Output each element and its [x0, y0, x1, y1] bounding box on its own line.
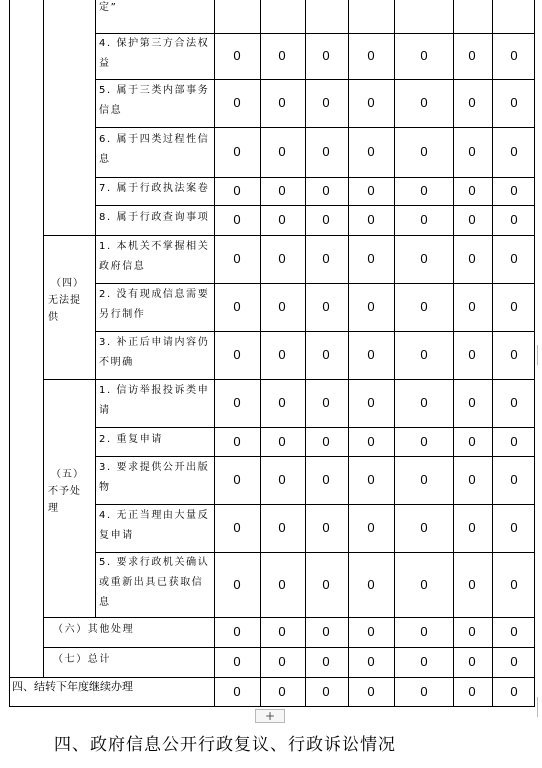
table-cell-value: 0 [468, 299, 476, 314]
row-label: 5. 要求行政机关确认 [99, 556, 210, 568]
table-cell-value: 0 [420, 472, 428, 487]
table-cell-value: 0 [420, 212, 428, 227]
table-cell-value: 0 [322, 95, 330, 110]
row-border [95, 331, 535, 332]
table-cell-value: 0 [420, 624, 428, 639]
table-border-left [9, 0, 10, 707]
table-cell-value: 0 [510, 683, 518, 699]
table-cell-value: 0 [367, 395, 375, 410]
table-cell-value: 0 [278, 395, 286, 410]
table-cell-value: 0 [468, 95, 476, 110]
row-border [9, 706, 535, 707]
table-cell-value: 0 [420, 299, 428, 314]
table-cell-value: 0 [367, 576, 375, 592]
table-cell-value: 0 [322, 520, 330, 535]
row-label: 另行制作 [99, 309, 146, 320]
table-cell-value: 0 [420, 576, 428, 592]
table-cell-value: 0 [468, 433, 476, 449]
table-cell-value: 0 [278, 654, 286, 669]
table-cell-value: 0 [322, 654, 330, 669]
table-cell-value: 0 [420, 683, 428, 699]
row-border [43, 235, 535, 236]
table-cell-value: 0 [367, 48, 375, 63]
row-label: （七）总计 [53, 654, 111, 665]
table-cell-value: 0 [322, 299, 330, 314]
table-cell-value: 0 [233, 654, 241, 669]
table-cell-value: 0 [510, 576, 518, 592]
table-cell-value: 0 [420, 48, 428, 63]
row-label: 定” [99, 2, 118, 13]
table-cell-value: 0 [468, 683, 476, 699]
column-border [348, 0, 349, 707]
table-cell-value: 0 [367, 683, 375, 699]
table-cell-value: 0 [510, 433, 518, 449]
table-cell-value: 0 [233, 251, 241, 266]
table-cell-value: 0 [510, 347, 518, 362]
row-border [43, 379, 535, 380]
table-cell-value: 0 [420, 95, 428, 110]
row-label: 息 [99, 154, 111, 165]
table-cell-value: 0 [510, 183, 518, 198]
table-cell-value: 0 [322, 433, 330, 449]
row-label: 8. 属于行政查询事项 [99, 212, 210, 223]
table-cell-value: 0 [420, 654, 428, 669]
table-cell-value: 0 [322, 395, 330, 410]
table-cell-value: 0 [233, 683, 241, 699]
table-cell-value: 0 [278, 212, 286, 227]
table-cell-value: 0 [278, 144, 286, 159]
row-label: 3. 要求提供公开出版 [99, 462, 210, 473]
table-cell-value: 0 [468, 144, 476, 159]
category-label: （五） [51, 469, 84, 480]
table-cell-value: 0 [322, 183, 330, 198]
table-cell-value: 0 [510, 520, 518, 535]
table-cell-value: 0 [322, 212, 330, 227]
table-cell-value: 0 [468, 654, 476, 669]
table-cell-value: 0 [367, 624, 375, 639]
category-label: 不予处 [48, 486, 81, 497]
table-cell-value: 0 [278, 576, 286, 592]
column-border [492, 0, 493, 707]
table-cell-value: 0 [510, 95, 518, 110]
table-cell-value: 0 [367, 433, 375, 449]
table-cell-value: 0 [510, 395, 518, 410]
table-cell-value: 0 [278, 48, 286, 63]
table-cell-value: 0 [468, 395, 476, 410]
row-label: 4. 保护第三方合法权 [99, 38, 210, 49]
table-cell-value: 0 [233, 472, 241, 487]
row-label: （六）其他处理 [53, 624, 135, 635]
table-cell-value: 0 [510, 212, 518, 227]
row-label: 6. 属于四类过程性信 [99, 134, 210, 145]
row-label: 不明确 [99, 357, 134, 368]
column-border [214, 0, 215, 707]
row-label: 益 [99, 58, 111, 69]
table-cell-value: 0 [233, 347, 241, 362]
table-cell-value: 0 [367, 347, 375, 362]
row-border [95, 552, 535, 553]
category-column-border [95, 0, 96, 617]
table-cell-value: 0 [233, 624, 241, 639]
row-label: 7. 属于行政执法案卷 [99, 183, 210, 194]
table-cell-value: 0 [233, 433, 241, 449]
table-cell-value: 0 [278, 251, 286, 266]
table-cell-value: 0 [233, 48, 241, 63]
table-cell-value: 0 [233, 183, 241, 198]
row-label: 复申请 [99, 530, 134, 541]
table-cell-value: 0 [322, 624, 330, 639]
table-cell-value: 0 [468, 48, 476, 63]
row-border [95, 79, 535, 80]
table-cell-value: 0 [322, 144, 330, 159]
table-cell-value: 0 [468, 520, 476, 535]
row-border [43, 617, 535, 618]
section-heading: 四、政府信息公开行政复议、行政诉讼情况 [54, 735, 396, 755]
table-cell-value: 0 [322, 251, 330, 266]
table-cell-value: 0 [510, 251, 518, 266]
table-cell-value: 0 [367, 95, 375, 110]
table-cell-value: 0 [322, 347, 330, 362]
table-cell-value: 0 [278, 520, 286, 535]
table-cell-value: 0 [278, 683, 286, 699]
table-cell-value: 0 [468, 251, 476, 266]
table-cell-value: 0 [367, 251, 375, 266]
table-cell-value: 0 [468, 212, 476, 227]
table-cell-value: 0 [233, 144, 241, 159]
table-cell-value: 0 [233, 95, 241, 110]
column-border [260, 0, 261, 707]
table-cell-value: 0 [367, 212, 375, 227]
row-label: 物 [99, 482, 111, 493]
add-row-button[interactable]: + [255, 709, 285, 723]
table-cell-value: 0 [233, 212, 241, 227]
table-cell-value: 0 [278, 472, 286, 487]
table-cell-value: 0 [278, 183, 286, 198]
table-cell-value: 0 [468, 472, 476, 487]
column-border [394, 0, 395, 707]
table-cell-value: 0 [278, 95, 286, 110]
row-border [95, 205, 535, 206]
row-border [95, 177, 535, 178]
table-cell-value: 0 [510, 624, 518, 639]
category-label: 无法提 [48, 295, 81, 306]
table-cell-value: 0 [278, 433, 286, 449]
table-cell-value: 0 [510, 299, 518, 314]
row-border [95, 427, 535, 428]
row-label: 政府信息 [99, 261, 146, 272]
table-cell-value: 0 [367, 654, 375, 669]
row-label: 请 [99, 405, 111, 416]
table-cell-value: 0 [468, 347, 476, 362]
row-border [95, 33, 535, 34]
table-cell-value: 0 [468, 576, 476, 592]
table-cell-value: 0 [367, 472, 375, 487]
row-label: 信息 [99, 105, 123, 116]
row-label: 2. 重复申请 [99, 433, 163, 445]
row-border [95, 127, 535, 128]
table-cell-value: 0 [420, 251, 428, 266]
table-cell-value: 0 [322, 472, 330, 487]
side-marker [537, 697, 542, 717]
row-border [95, 283, 535, 284]
row-border [95, 456, 535, 457]
row-label: 4. 无正当理由大量反 [99, 510, 210, 521]
row-label: 四、结转下年度继续办理 [12, 680, 133, 693]
column-border [534, 0, 535, 707]
row-label: 息 [99, 596, 111, 608]
table-cell-value: 0 [322, 683, 330, 699]
table-cell-value: 0 [278, 347, 286, 362]
row-border [9, 677, 535, 678]
category-label: 理 [48, 503, 59, 514]
table-cell-value: 0 [510, 472, 518, 487]
column-border [305, 0, 306, 707]
table-cell-value: 0 [468, 624, 476, 639]
row-label: 5. 属于三类内部事务 [99, 85, 210, 96]
table-cell-value: 0 [468, 183, 476, 198]
category-label: （四） [51, 278, 84, 289]
group-column-border [43, 0, 44, 677]
table-cell-value: 0 [367, 299, 375, 314]
column-border [453, 0, 454, 707]
table-cell-value: 0 [367, 520, 375, 535]
table-cell-value: 0 [367, 183, 375, 198]
table-cell-value: 0 [510, 654, 518, 669]
table-cell-value: 0 [420, 520, 428, 535]
table-cell-value: 0 [322, 48, 330, 63]
table-cell-value: 0 [420, 144, 428, 159]
category-label: 供 [48, 312, 59, 323]
row-label: 或重新出具已获取信 [99, 576, 204, 588]
table-cell-value: 0 [420, 433, 428, 449]
row-label: 1. 信访举报投诉类申 [99, 385, 210, 396]
table-cell-value: 0 [420, 347, 428, 362]
row-label: 2. 没有现成信息需要 [99, 289, 210, 300]
row-label: 1. 本机关不掌握相关 [99, 241, 210, 252]
table-cell-value: 0 [278, 624, 286, 639]
table-cell-value: 0 [510, 144, 518, 159]
table-cell-value: 0 [233, 299, 241, 314]
table-cell-value: 0 [420, 395, 428, 410]
table-cell-value: 0 [233, 395, 241, 410]
row-border [95, 504, 535, 505]
row-border [43, 647, 535, 648]
table-cell-value: 0 [367, 144, 375, 159]
table-cell-value: 0 [233, 576, 241, 592]
table-cell-value: 0 [322, 576, 330, 592]
table-cell-value: 0 [420, 183, 428, 198]
table-cell-value: 0 [233, 520, 241, 535]
row-label: 3. 补正后申请内容仍 [99, 337, 210, 348]
side-marker [537, 345, 542, 365]
table-cell-value: 0 [278, 299, 286, 314]
table-cell-value: 0 [510, 48, 518, 63]
